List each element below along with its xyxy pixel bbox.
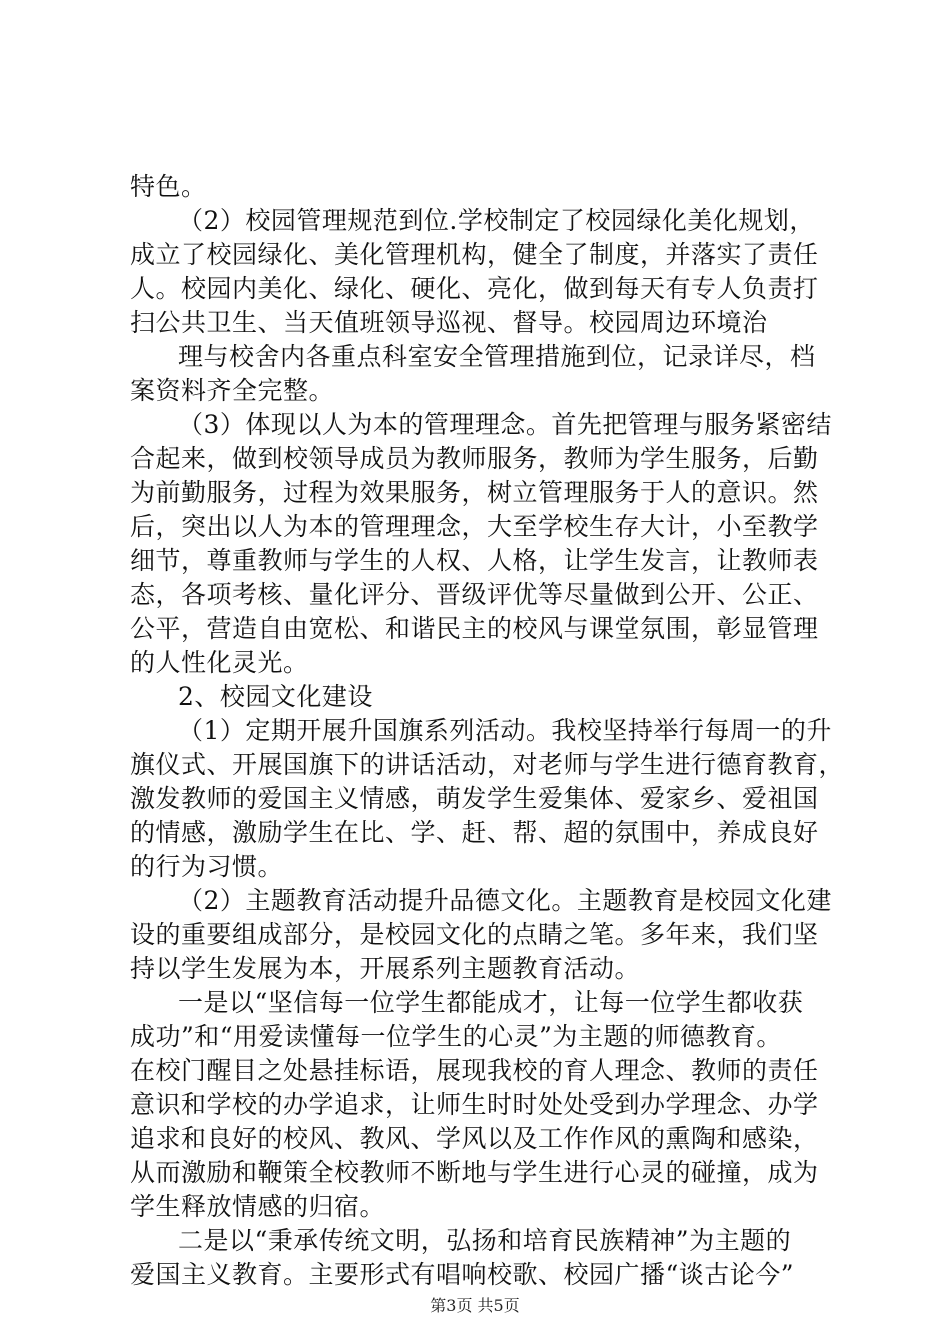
text-line: 旗仪式、开展国旗下的讲话活动，对老师与学生进行德育教育， xyxy=(130,750,845,779)
text-line: 意识和学校的办学追求，让师生时时处处受到办学理念、办学 xyxy=(130,1090,819,1119)
text-line: 态，各项考核、量化评分、晋级评优等尽量做到公开、公正、 xyxy=(130,580,819,609)
text-line: 为前勤服务，过程为效果服务，树立管理服务于人的意识。然 xyxy=(130,478,819,507)
text-line: 持以学生发展为本，开展系列主题教育活动。 xyxy=(130,954,641,983)
text-line: 的人性化灵光。 xyxy=(130,648,309,677)
page-number-footer: 第3页 共5页 xyxy=(430,1296,520,1315)
text-line: 设的重要组成部分，是校园文化的点睛之笔。多年来，我们坚 xyxy=(130,920,819,949)
section-heading: 2、校园文化建设 xyxy=(178,682,373,711)
text-line: 爱国主义教育。主要形式有唱响校歌、校园广播“谈古论今” xyxy=(130,1260,795,1289)
text-line: 追求和良好的校风、教风、学风以及工作作风的熏陶和感染， xyxy=(130,1124,819,1153)
text-line: 合起来，做到校领导成员为教师服务，教师为学生服务，后勤 xyxy=(130,444,819,473)
text-line: 的情感，激励学生在比、学、赶、帮、超的氛围中，养成良好 xyxy=(130,818,819,847)
text-line: 理与校舍内各重点科室安全管理措施到位，记录详尽，档 xyxy=(178,342,816,371)
text-line: 激发教师的爱国主义情感，萌发学生爱集体、爱家乡、爱祖国 xyxy=(130,784,819,813)
text-line: （2）校园管理规范到位.学校制定了校园绿化美化规划， xyxy=(178,206,815,235)
text-line: 扫公共卫生、当天值班领导巡视、督导。校园周边环境治 xyxy=(130,308,768,337)
text-line: 人。校园内美化、绿化、硬化、亮化，做到每天有专人负责打 xyxy=(130,274,819,303)
text-line: 细节，尊重教师与学生的人权、人格，让学生发言，让教师表 xyxy=(130,546,819,575)
text-line: 一是以“坚信每一位学生都能成才，让每一位学生都收获 xyxy=(178,988,804,1017)
text-line: 案资料齐全完整。 xyxy=(130,376,335,405)
text-line: 学生释放情感的归宿。 xyxy=(130,1192,386,1221)
text-line: 公平，营造自由宽松、和谐民主的校风与课堂氛围，彰显管理 xyxy=(130,614,819,643)
text-line: 二是以“秉承传统文明，弘扬和培育民族精神”为主题的 xyxy=(178,1226,792,1255)
text-line: 成功”和“用爱读懂每一位学生的心灵”为主题的师德教育。 xyxy=(130,1022,782,1051)
text-line: 在校门醒目之处悬挂标语，展现我校的育人理念、教师的责任 xyxy=(130,1056,819,1085)
text-line: 特色。 xyxy=(130,172,207,201)
text-line: （3）体现以人为本的管理理念。首先把管理与服务紧密结 xyxy=(178,410,832,439)
text-line: （2）主题教育活动提升品德文化。主题教育是校园文化建 xyxy=(178,886,832,915)
text-line: 的行为习惯。 xyxy=(130,852,284,881)
text-line: （1）定期开展升国旗系列活动。我校坚持举行每周一的升 xyxy=(178,716,832,745)
text-line: 后，突出以人为本的管理理念，大至学校生存大计，小至教学 xyxy=(130,512,819,541)
text-line: 成立了校园绿化、美化管理机构，健全了制度，并落实了责任 xyxy=(130,240,819,269)
text-line: 从而激励和鞭策全校教师不断地与学生进行心灵的碰撞，成为 xyxy=(130,1158,819,1187)
